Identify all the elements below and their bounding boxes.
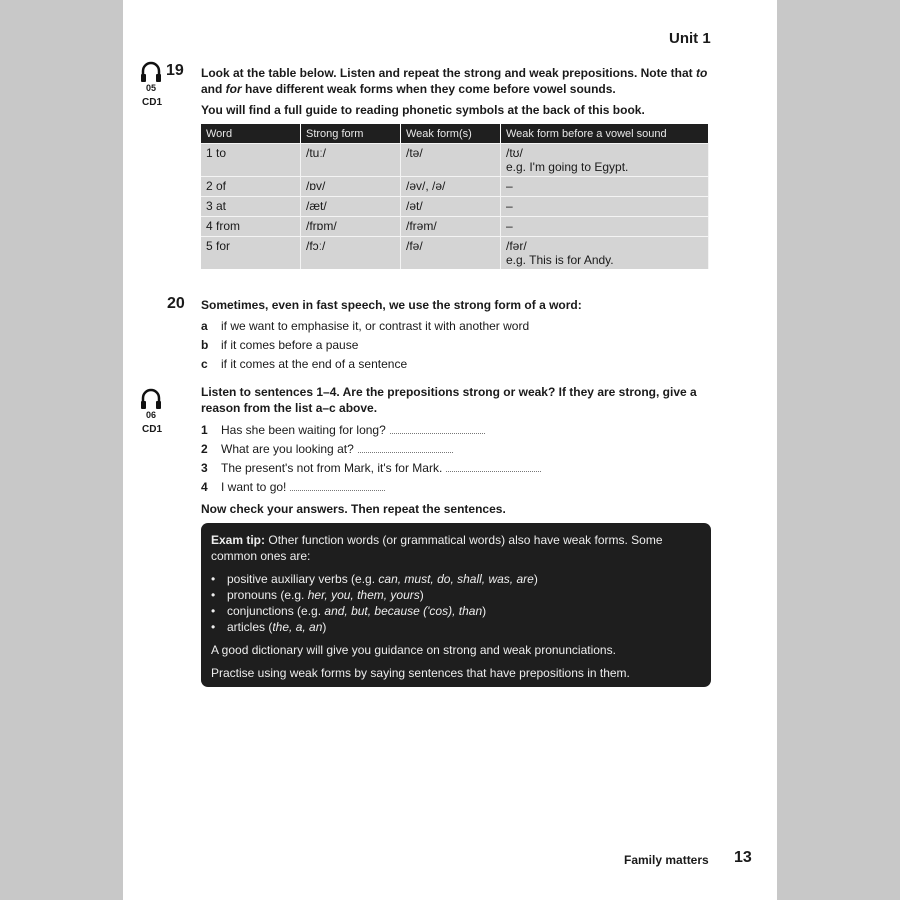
exam-tip-list [209,571,699,635]
book-page [123,0,777,900]
list-item: • conjunctions (e.g. and, but, because ('cos), than) [209,603,699,619]
reason-list [201,317,529,374]
listen-instruction: Listen to sentences 1–4. Are the prepositions strong or weak? If they are strong, give a reason from the list a–c above. [201,385,697,415]
list-item: b if it comes before a pause [201,338,359,352]
answer-blank[interactable] [446,461,541,472]
table-row [201,177,708,197]
list-item: • pronouns (e.g. her, you, them, yours) [209,587,699,603]
table-cell: 4 from [201,217,301,237]
track-number: 05 [145,83,156,93]
table-cell: /ɒv/ [301,177,401,197]
table-cell: 2 of [201,177,301,197]
cd-label: CD1 [142,97,163,108]
exam-tip-practise: Practise using weak forms by saying sentences that have prepositions in them. [211,666,630,680]
exercise-number-19: 19 [166,62,184,79]
table-cell: – [501,177,709,197]
exercise-number-20: 20 [167,295,185,312]
check-instruction: Now check your answers. Then repeat the sentences. [201,502,506,516]
list-item: a if we want to emphasise it, or contrast it with another word [201,319,530,333]
unit-label: Unit 1 [669,30,711,47]
list-item: 2 What are you looking at? [201,440,541,459]
table-cell: /fɔː/ [301,237,401,270]
table-cell: /frəm/ [401,217,501,237]
exam-tip-dictionary: A good dictionary will give you guidance on strong and weak pronunciations. [211,643,616,657]
exam-tip-box [201,523,711,687]
table-cell: /fə/ [401,237,501,270]
sentence-list [201,421,541,497]
list-item: c if it comes at the end of a sentence [201,357,408,371]
table-row [201,237,708,270]
table-cell: /tuː/ [301,144,401,177]
answer-blank[interactable] [290,480,385,491]
table-row [201,217,708,237]
exercise-19-instruction: Look at the table below. Listen and repeat the strong and weak prepositions. Note that to and for have different weak forms when they come before vowel sounds. [201,66,708,96]
track-number: 06 [145,410,156,420]
table-cell: – [501,217,709,237]
exam-tip-intro: Exam tip: Other function words (or grammatical words) also have weak forms. Some common ones are: [211,533,663,563]
phonetic-guide-note: You will find a full guide to reading phonetic symbols at the back of this book. [201,103,645,117]
section-title: Family matters [624,853,709,867]
table-cell: 1 to [201,144,301,177]
page-number: 13 [734,849,752,866]
list-item: • articles (the, a, an) [209,619,699,635]
table-cell: /əv/, /ə/ [401,177,501,197]
table-header: Weak form before a vowel sound [501,124,709,144]
answer-blank[interactable] [358,442,453,453]
table-cell: 5 for [201,237,301,270]
table-header: Word [201,124,301,144]
table-cell: /ət/ [401,197,501,217]
table-header: Weak form(s) [401,124,501,144]
table-cell: /tʊ/ e.g. I'm going to Egypt. [501,144,709,177]
exercise-20-intro: Sometimes, even in fast speech, we use the strong form of a word: [201,298,582,312]
table-cell: /fər/ e.g. This is for Andy. [501,237,709,270]
table-row [201,197,708,217]
table-cell: /frɒm/ [301,217,401,237]
preposition-table [201,124,709,269]
table-cell: /æt/ [301,197,401,217]
list-item: 1 Has she been waiting for long? [201,421,541,440]
cd-label: CD1 [142,424,163,435]
table-cell: /tə/ [401,144,501,177]
table-cell: – [501,197,709,217]
table-header: Strong form [301,124,401,144]
table-row [201,144,708,177]
answer-blank[interactable] [390,423,485,434]
list-item: 4 I want to go! [201,478,541,497]
list-item: • positive auxiliary verbs (e.g. can, must, do, shall, was, are) [209,571,699,587]
table-cell: 3 at [201,197,301,217]
list-item: 3 The present's not from Mark, it's for Mark. [201,459,541,478]
